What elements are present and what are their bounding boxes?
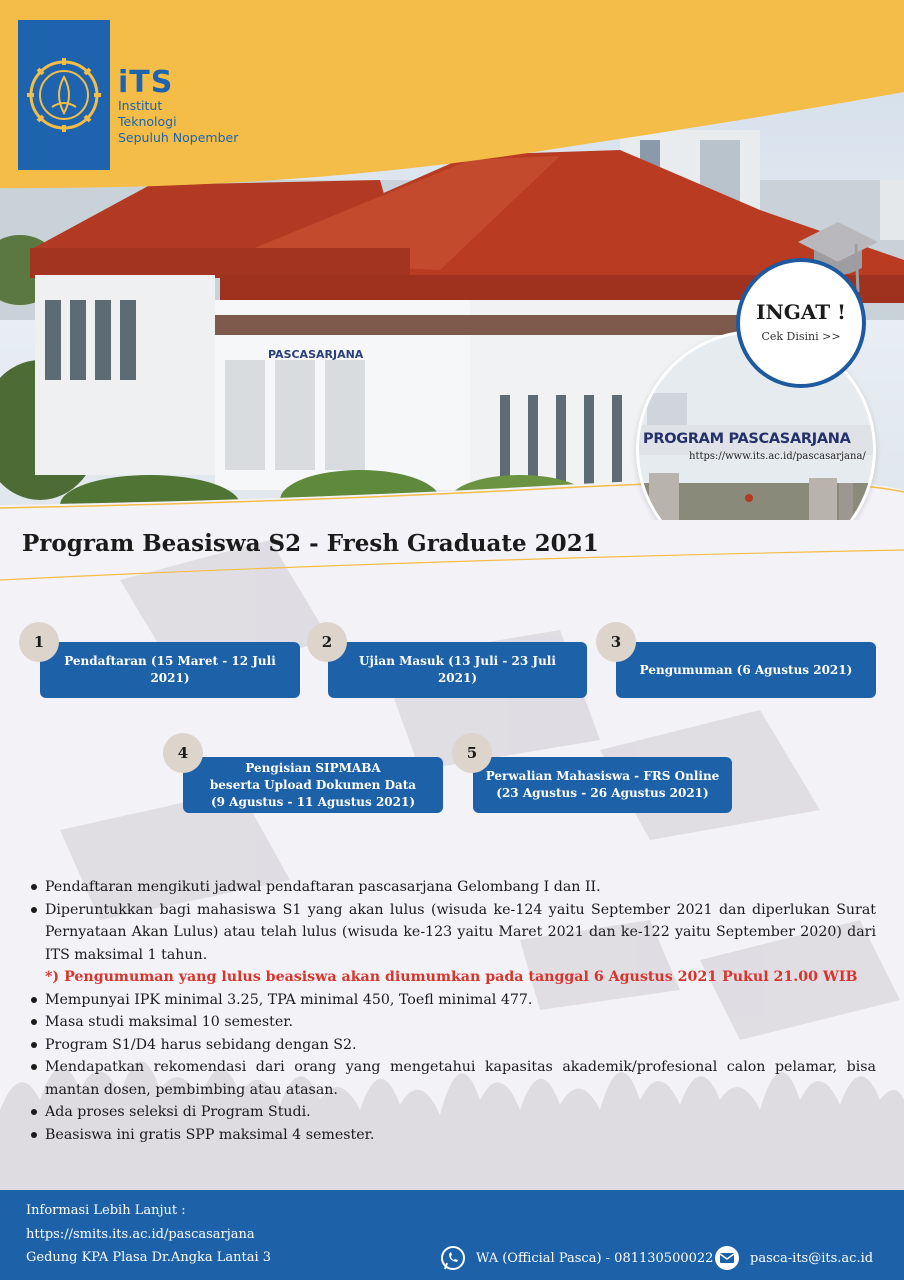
step-1-label: Pendaftaran (15 Maret - 12 Juli 2021): [64, 654, 276, 685]
whatsapp-icon: [440, 1245, 466, 1271]
requirement-item: Program S1/D4 harus sebidang dengan S2.: [28, 1034, 876, 1057]
footer-url-link[interactable]: https://smits.its.ac.id/pascasarjana: [26, 1227, 255, 1242]
logo-brand: iTS: [118, 65, 174, 100]
ingat-title: INGAT !: [756, 300, 846, 324]
step-2-label: Ujian Masuk (13 Juli - 23 Juli 2021): [359, 654, 556, 685]
requirement-item: Beasiswa ini gratis SPP maksimal 4 semester.: [28, 1124, 876, 1147]
step-4-line-2: beserta Upload Dokumen Data: [209, 777, 417, 792]
step-2-box: [328, 642, 587, 698]
announcement-note: *) Pengumuman yang lulus beasiswa akan diumumkan pada tanggal 6 Agustus 2021 Pukul 21.00 WIB: [45, 969, 858, 985]
logo-line-1: Institut: [118, 98, 163, 113]
step-5-line-2: (23 Agustus - 26 Agustus 2021): [496, 786, 709, 800]
step-1-number: 1: [19, 622, 59, 662]
step-5-number: 5: [452, 733, 492, 773]
page-title: Program Beasiswa S2 - Fresh Graduate 2021: [22, 530, 599, 557]
requirement-item: Masa studi maksimal 10 semester.: [28, 1011, 876, 1034]
requirement-item: Ada proses seleksi di Program Studi.: [28, 1101, 876, 1124]
step-3-number: 3: [596, 622, 636, 662]
requirement-item: Diperuntukkan bagi mahasiswa S1 yang akan lulus (wisuda ke-124 yaitu September 2021 dan diperlukan Surat Pernyataan Akan Lulus) atau telah lulus (wisuda ke-123 yaitu Maret 2021 dan ke-122 yaitu September 2020) dari ITS maksimal 1 tahun.: [28, 899, 876, 967]
ingat-reminder-badge[interactable]: [736, 258, 866, 388]
requirement-item: Mempunyai IPK minimal 3.25, TPA minimal 450, Toefl minimal 477.: [28, 989, 876, 1012]
logo-line-2: Teknologi: [118, 114, 177, 129]
footer-whatsapp[interactable]: [440, 1245, 713, 1271]
step-2-number: 2: [307, 622, 347, 662]
its-logo-text: [118, 65, 239, 146]
step-4-number: 4: [163, 733, 203, 773]
step-3-label: Pengumuman (6 Agustus 2021): [639, 662, 853, 677]
requirement-item: Pendaftaran mengikuti jadwal pendaftaran pascasarjana Gelombang I dan II.: [28, 876, 876, 899]
requirement-item: Mendapatkan rekomendasi dari orang yang mengetahui kapasitas akademik/profesional calon pelamar, bisa mantan dosen, pembimbing atau atasan.: [28, 1056, 876, 1101]
requirements-list: [28, 876, 876, 1146]
step-3-box: [616, 642, 876, 698]
step-4-box: [183, 757, 443, 813]
email-icon: [714, 1245, 740, 1271]
footer-email[interactable]: [714, 1245, 873, 1271]
its-emblem-icon: [24, 55, 104, 135]
footer-info-label: Informasi Lebih Lanjut :: [26, 1203, 186, 1218]
footer-address: Gedung KPA Plasa Dr.Angka Lantai 3: [26, 1250, 272, 1265]
cek-disini-link[interactable]: Cek Disini >>: [761, 330, 841, 343]
step-1-box: [40, 642, 300, 698]
email-text: pasca-its@its.ac.id: [750, 1250, 874, 1266]
its-logo-emblem: [18, 20, 110, 170]
program-pascasarjana-sign: PROGRAM PASCASARJANA: [643, 431, 851, 447]
step-5-line-1: Perwalian Mahasiswa - FRS Online: [485, 769, 720, 783]
hero-banner: [0, 0, 904, 520]
footer: [0, 1190, 904, 1280]
step-5-box: [473, 757, 732, 813]
whatsapp-text: WA (Official Pasca) - 081130500022: [476, 1250, 714, 1266]
pascasarjana-url-link[interactable]: https://www.its.ac.id/pascasarjana/: [689, 451, 866, 462]
step-4-line-3: (9 Agustus - 11 Agustus 2021): [210, 794, 416, 809]
logo-line-3: Sepuluh Nopember: [118, 130, 239, 145]
step-4-line-1: Pengisian SIPMABA: [245, 760, 381, 775]
building-sign-text: PASCASARJANA: [268, 348, 364, 361]
